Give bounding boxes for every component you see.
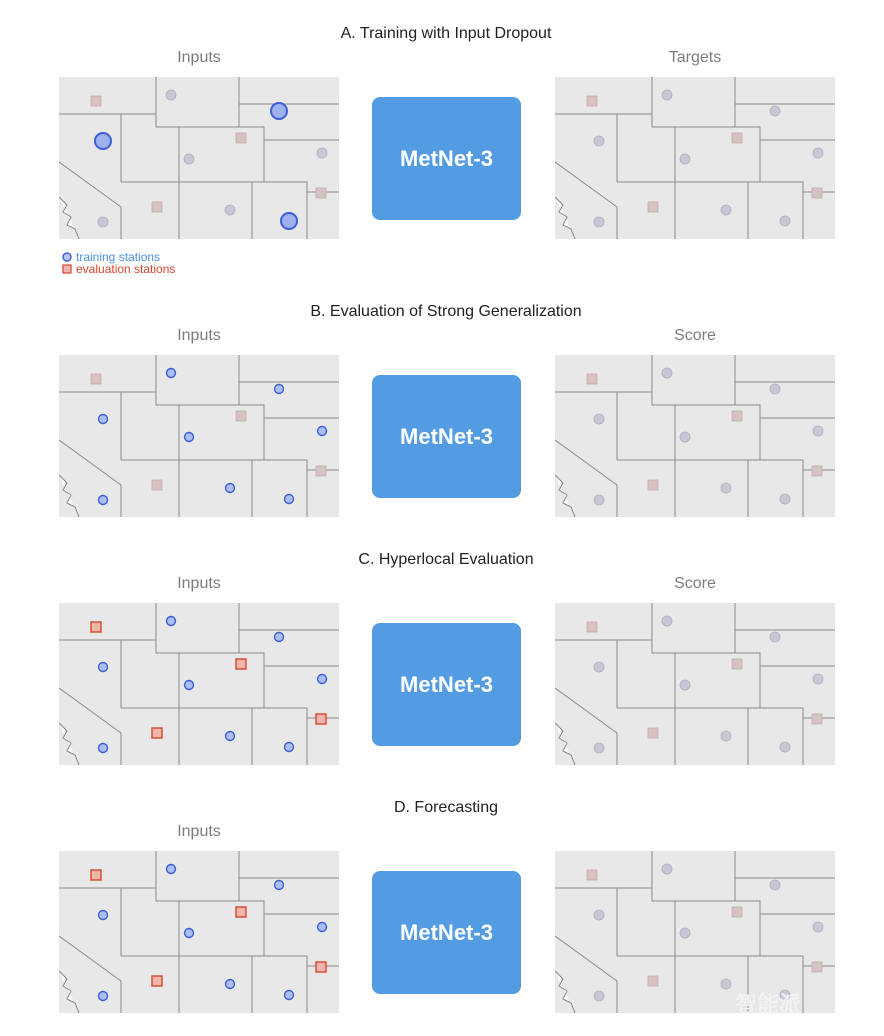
training-station-marker <box>275 881 284 890</box>
training-station-marker <box>285 991 294 1000</box>
faded-station-marker <box>184 154 194 164</box>
faded-station-marker <box>594 910 604 920</box>
faded-station-marker <box>587 96 597 106</box>
faded-station-marker <box>732 411 742 421</box>
inputs-map <box>59 77 339 239</box>
left-column-label: Inputs <box>177 575 221 592</box>
faded-station-marker <box>780 216 790 226</box>
training-station-marker <box>285 495 294 504</box>
faded-station-marker <box>721 483 731 493</box>
evaluation-station-marker <box>91 622 101 632</box>
training-station-marker <box>226 980 235 989</box>
evaluation-station-marker <box>316 714 326 724</box>
panel-title: C. Hyperlocal Evaluation <box>358 551 534 568</box>
faded-station-marker <box>152 202 162 212</box>
training-station-marker <box>285 743 294 752</box>
training-station-marker <box>318 675 327 684</box>
faded-station-marker <box>680 928 690 938</box>
evaluation-station-marker <box>91 870 101 880</box>
left-column-label: Inputs <box>177 49 221 66</box>
training-station-marker <box>226 484 235 493</box>
evaluation-station-marker <box>236 907 246 917</box>
faded-station-marker <box>732 907 742 917</box>
map-graphic <box>59 355 339 517</box>
right-column-label: Score <box>674 327 716 344</box>
station-legend <box>62 251 175 275</box>
evaluation-station-icon <box>62 264 72 274</box>
training-station-icon <box>62 252 72 262</box>
faded-station-marker <box>587 374 597 384</box>
legend-evaluation <box>62 263 175 275</box>
faded-station-marker <box>721 979 731 989</box>
targets-map <box>555 77 835 239</box>
faded-station-marker <box>317 148 327 158</box>
faded-station-marker <box>812 714 822 724</box>
panel-title: A. Training with Input Dropout <box>340 25 552 42</box>
faded-station-marker <box>166 90 176 100</box>
faded-station-marker <box>236 411 246 421</box>
panel-title: B. Evaluation of Strong Generalization <box>310 303 582 320</box>
faded-station-marker <box>662 864 672 874</box>
map-graphic <box>555 77 835 239</box>
training-station-marker <box>281 213 297 229</box>
evaluation-station-marker <box>236 659 246 669</box>
faded-station-marker <box>813 426 823 436</box>
faded-station-marker <box>225 205 235 215</box>
faded-station-marker <box>680 680 690 690</box>
faded-station-marker <box>316 188 326 198</box>
panel-title: D. Forecasting <box>393 799 499 816</box>
faded-station-marker <box>770 632 780 642</box>
metnet-3-model-box: MetNet-3 <box>372 375 521 498</box>
training-station-marker <box>167 865 176 874</box>
training-station-marker <box>99 496 108 505</box>
training-station-marker <box>167 617 176 626</box>
faded-station-marker <box>587 870 597 880</box>
metnet-3-model-box: MetNet-3 <box>372 97 521 220</box>
faded-station-marker <box>780 742 790 752</box>
score-map <box>555 603 835 765</box>
metnet-3-model-box: MetNet-3 <box>372 623 521 746</box>
training-station-marker <box>99 911 108 920</box>
faded-station-marker <box>732 659 742 669</box>
faded-station-marker <box>812 188 822 198</box>
inputs-map <box>59 603 339 765</box>
map-graphic <box>59 77 339 239</box>
faded-station-marker <box>91 374 101 384</box>
training-station-marker <box>185 681 194 690</box>
training-station-marker <box>185 929 194 938</box>
faded-station-marker <box>648 480 658 490</box>
faded-station-marker <box>648 202 658 212</box>
left-column-label: Inputs <box>177 823 221 840</box>
watermark-logo: 智能派 <box>735 992 802 1017</box>
faded-station-marker <box>316 466 326 476</box>
faded-station-marker <box>662 90 672 100</box>
faded-station-marker <box>587 622 597 632</box>
metnet-3-model-box: MetNet-3 <box>372 871 521 994</box>
faded-station-marker <box>813 148 823 158</box>
evaluation-station-marker <box>152 728 162 738</box>
inputs-map <box>59 851 339 1013</box>
training-station-marker <box>95 133 111 149</box>
faded-station-marker <box>680 154 690 164</box>
faded-station-marker <box>812 466 822 476</box>
map-graphic <box>59 851 339 1013</box>
left-column-label: Inputs <box>177 327 221 344</box>
faded-station-marker <box>732 133 742 143</box>
faded-station-marker <box>780 494 790 504</box>
map-graphic <box>59 603 339 765</box>
legend-evaluation-label: evaluation stations <box>76 262 176 276</box>
faded-station-marker <box>236 133 246 143</box>
inputs-map <box>59 355 339 517</box>
legend-training-label: training stations <box>76 250 161 264</box>
evaluation-station-marker <box>152 976 162 986</box>
faded-station-marker <box>594 217 604 227</box>
faded-station-marker <box>648 976 658 986</box>
right-column-label: Targets <box>668 49 722 66</box>
training-station-marker <box>318 923 327 932</box>
faded-station-marker <box>152 480 162 490</box>
training-station-marker <box>99 744 108 753</box>
training-station-marker <box>99 992 108 1001</box>
training-station-marker <box>167 369 176 378</box>
training-station-marker <box>271 103 287 119</box>
faded-station-marker <box>594 495 604 505</box>
faded-station-marker <box>813 674 823 684</box>
map-graphic <box>555 603 835 765</box>
right-column-label: Score <box>674 575 716 592</box>
training-station-marker <box>99 415 108 424</box>
training-station-marker <box>275 385 284 394</box>
map-graphic <box>555 355 835 517</box>
faded-station-marker <box>662 616 672 626</box>
faded-station-marker <box>721 205 731 215</box>
faded-station-marker <box>594 991 604 1001</box>
score-map <box>555 355 835 517</box>
training-station-marker <box>185 433 194 442</box>
training-station-marker <box>99 663 108 672</box>
faded-station-marker <box>770 880 780 890</box>
faded-station-marker <box>594 743 604 753</box>
faded-station-marker <box>680 432 690 442</box>
faded-station-marker <box>648 728 658 738</box>
faded-station-marker <box>770 384 780 394</box>
faded-station-marker <box>813 922 823 932</box>
faded-station-marker <box>812 962 822 972</box>
faded-station-marker <box>721 731 731 741</box>
faded-station-marker <box>770 106 780 116</box>
faded-station-marker <box>98 217 108 227</box>
evaluation-station-marker <box>316 962 326 972</box>
faded-station-marker <box>91 96 101 106</box>
faded-station-marker <box>662 368 672 378</box>
training-station-marker <box>318 427 327 436</box>
faded-station-marker <box>594 136 604 146</box>
training-station-marker <box>226 732 235 741</box>
faded-station-marker <box>594 414 604 424</box>
faded-station-marker <box>594 662 604 672</box>
training-station-marker <box>275 633 284 642</box>
